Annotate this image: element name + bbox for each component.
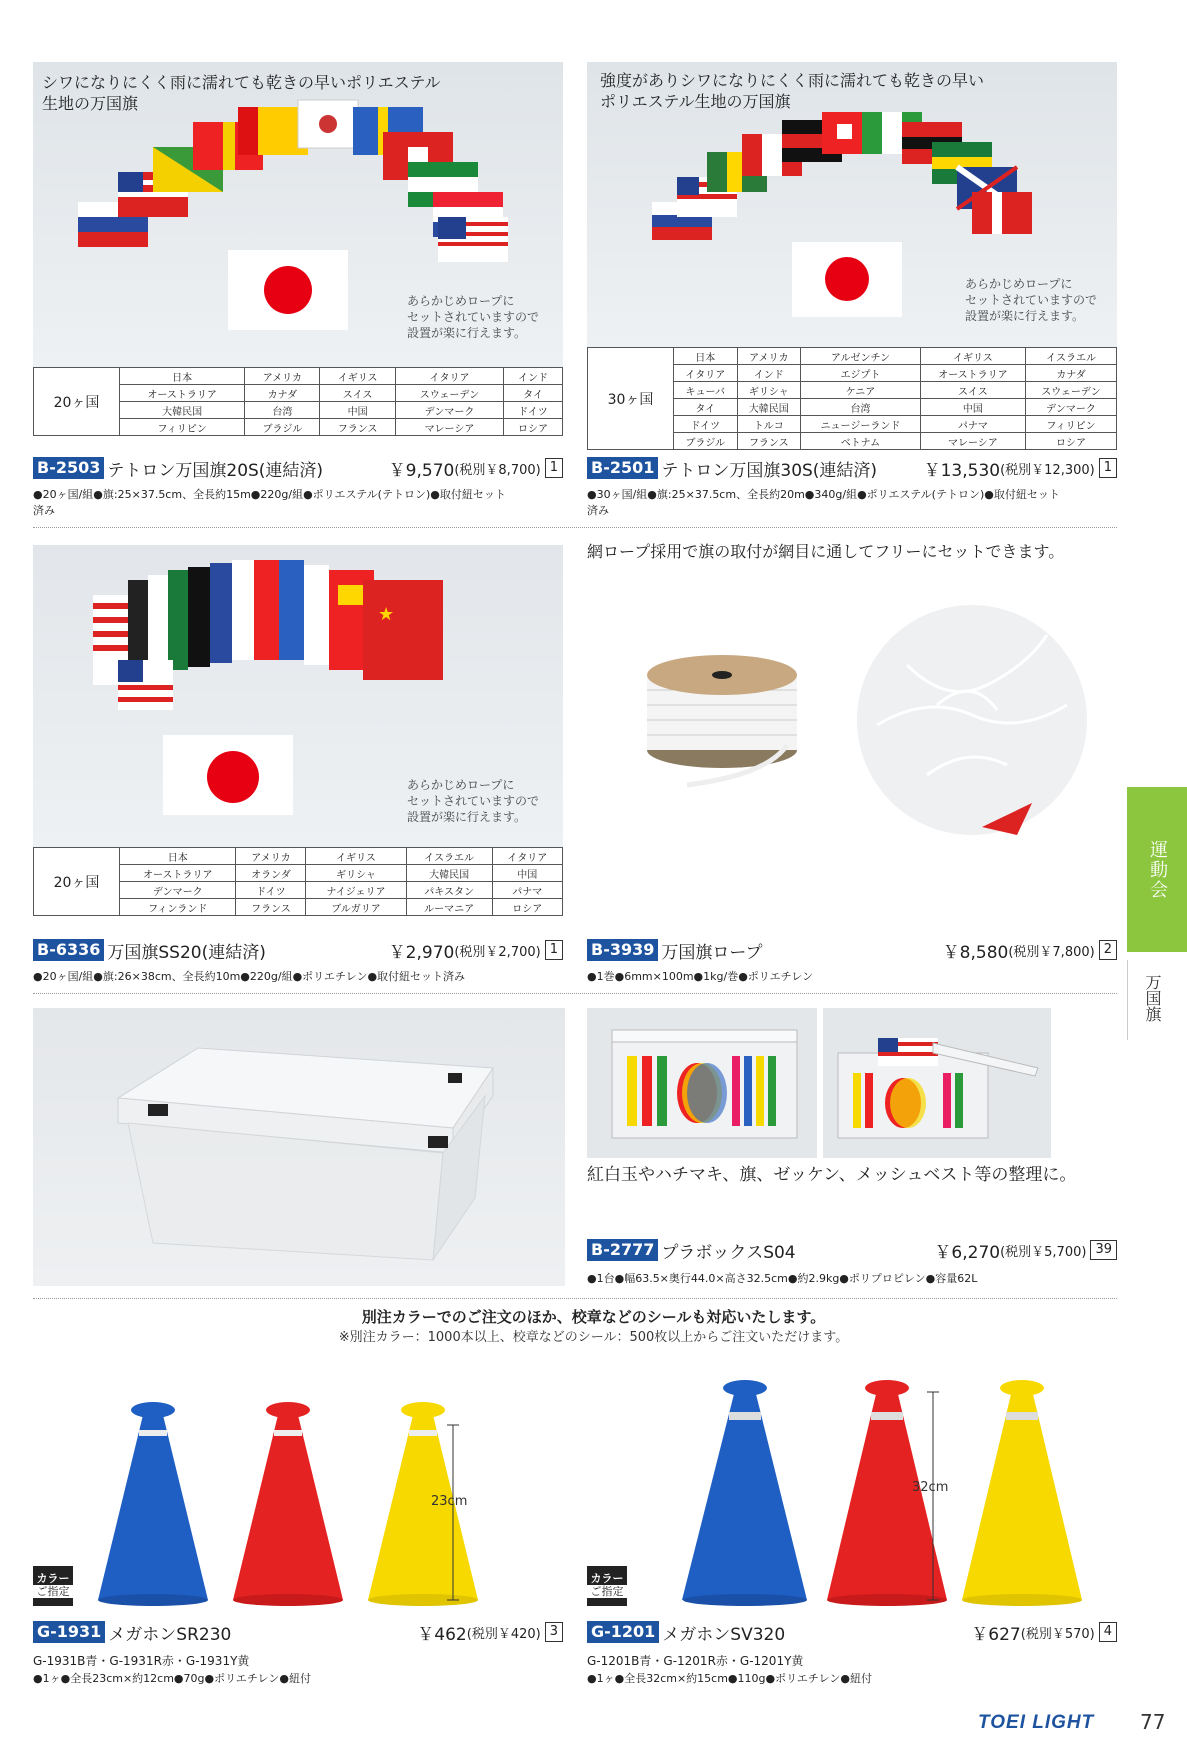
note-line: あらかじめロープに: [407, 778, 515, 792]
b3939-spec: [587, 969, 1117, 985]
country-cell: フランス: [320, 419, 395, 436]
country-cell: フィンランド: [120, 899, 236, 916]
price-tax: (税別￥7,800): [1008, 944, 1095, 960]
b6336-note: [407, 777, 539, 825]
country-cell: ブラジル: [674, 433, 738, 450]
note-line: あらかじめロープに: [965, 277, 1073, 291]
b2777-spec: [587, 1271, 1117, 1287]
country-cell: ブラジル: [245, 419, 320, 436]
price-block: [934, 1237, 1117, 1263]
caption-line: 生地の万国旗: [42, 94, 139, 113]
badge-bottom: ご指定: [33, 1585, 73, 1598]
country-cell: ケニア: [801, 382, 921, 399]
country-cell: ナイジェリア: [306, 882, 406, 899]
order-unit: 39: [1090, 1240, 1117, 1260]
country-cell: ルーマニア: [406, 899, 492, 916]
b2503-product-row: [33, 455, 563, 481]
country-cell: アメリカ: [245, 368, 320, 385]
country-cell: スイス: [320, 385, 395, 402]
b2777-photo-contents-2: [823, 1008, 1051, 1158]
product-name: メガホンSV320: [662, 1624, 786, 1645]
country-cell: フランス: [737, 433, 801, 450]
country-cell: イスラエル: [1026, 348, 1117, 365]
note-line: 設置が楽に行えます。: [965, 309, 1085, 323]
badge-bottom: ご指定: [587, 1585, 627, 1598]
country-cell: パナマ: [492, 882, 562, 899]
b2503-spec: [33, 487, 563, 519]
product-name: 万国旗SS20(連結済): [107, 942, 266, 963]
country-cell: 大韓民国: [120, 402, 245, 419]
g1201-color-badge: [587, 1566, 627, 1606]
country-cell: 大韓民国: [406, 865, 492, 882]
notice-main: 別注カラーでのご注文のほか、校章などのシールも対応いたします。: [361, 1308, 826, 1326]
order-unit: 1: [545, 940, 563, 960]
red-megaphone: [233, 1402, 343, 1606]
price: ￥6,270: [934, 1242, 1001, 1263]
spec-line: ●1巻●6mm×100m●1kg/巻●ポリエチレン: [587, 970, 814, 983]
rope-image: [587, 565, 1117, 867]
price-tax: (税別￥2,700): [454, 944, 541, 960]
price-block: [389, 455, 563, 481]
country-cell: オーストラリア: [120, 385, 245, 402]
country-cell: イギリス: [920, 348, 1025, 365]
product-code[interactable]: B-2777: [587, 1239, 658, 1261]
note-line: セットされていますので: [407, 794, 540, 808]
country-cell: ギリシャ: [306, 865, 406, 882]
spec-line: ●20ヶ国/組●旗:25×37.5cm、全長約15m●220g/組●ポリエステル(テトロン)●取付紐セット: [33, 488, 506, 501]
g1201-product-row: [587, 1619, 1117, 1645]
country-cell: スウェーデン: [1026, 382, 1117, 399]
order-unit: 2: [1099, 940, 1117, 960]
country-cell: ロシア: [492, 899, 562, 916]
country-cell: ロシア: [1026, 433, 1117, 450]
caption-line: シワになりにくく雨に濡れても乾きの早いポリエステル: [42, 73, 441, 92]
g1201-megaphones-image: [587, 1380, 1117, 1610]
country-cell: パナマ: [920, 416, 1025, 433]
country-cell: アメリカ: [236, 848, 306, 865]
g1201-dimension: 32cm: [912, 1480, 949, 1495]
blue-megaphone: [98, 1402, 208, 1606]
g1931-variants: G-1931B青・G-1931R赤・G-1931Y黄: [33, 1654, 250, 1668]
country-cell: デンマーク: [395, 402, 503, 419]
country-cell: ドイツ: [674, 416, 738, 433]
spec-line: ●1台●幅63.5×奥行44.0×高さ32.5cm●約2.9kg●ポリプロピレン●容量62L: [587, 1272, 978, 1285]
country-cell: エジプト: [801, 365, 921, 382]
price-tax: (税別￥8,700): [454, 462, 541, 478]
country-cell: スイス: [920, 382, 1025, 399]
country-cell: 中国: [320, 402, 395, 419]
country-cell: ドイツ: [504, 402, 563, 419]
country-cell: イギリス: [306, 848, 406, 865]
b6336-country-table: [33, 847, 563, 916]
caption-line: 強度がありシワになりにくく雨に濡れても乾きの早い: [600, 71, 985, 90]
b2503-country-table: [33, 367, 563, 436]
g1931-product-row: [33, 1619, 563, 1645]
b2777-caption: 紅白玉やハチマキ、旗、ゼッケン、メッシュベスト等の整理に。: [587, 1165, 1077, 1185]
country-cell: 台湾: [245, 402, 320, 419]
g1201-spec: ●1ヶ●全長32cm×約15cm●110g●ポリエチレン●紐付: [587, 1672, 872, 1685]
side-tab-inactive-label: 万国旗: [1143, 974, 1162, 1022]
country-cell: フランス: [236, 899, 306, 916]
spec-line: 済み: [587, 504, 609, 517]
price-tax: (税別￥420): [466, 1626, 541, 1642]
country-cell: 中国: [492, 865, 562, 882]
country-cell: マレーシア: [920, 433, 1025, 450]
notice-sub: ※別注カラー：1000本以上、校章などのシール：500枚以上からご注文いただけます。: [338, 1330, 849, 1345]
table-label: 30ヶ国: [588, 348, 674, 450]
note-line: 設置が楽に行えます。: [407, 326, 527, 340]
b3939-caption: 網ロープ採用で旗の取付が網目に通してフリーにセットできます。: [587, 542, 1065, 561]
product-name: テトロン万国旗30S(連結済): [661, 460, 878, 481]
price: ￥627: [971, 1624, 1021, 1645]
country-cell: 中国: [920, 399, 1025, 416]
table-label: 20ヶ国: [34, 848, 120, 916]
megaphone-notice: [0, 1306, 1187, 1348]
product-name: プラボックスS04: [661, 1242, 796, 1263]
price: ￥2,970: [388, 942, 455, 963]
note-line: セットされていますので: [407, 310, 540, 324]
divider: [33, 1298, 1117, 1299]
footer-brand: TOEI LIGHT: [978, 1712, 1095, 1733]
country-cell: オーストラリア: [120, 865, 236, 882]
product-code[interactable]: G-1201: [587, 1621, 659, 1643]
divider: [33, 993, 1117, 994]
country-cell: タイ: [504, 385, 563, 402]
price-tax: (税別￥570): [1020, 1626, 1095, 1642]
blue-megaphone: [682, 1380, 807, 1606]
b6336-product-row: [33, 937, 563, 963]
product-code[interactable]: B-3939: [587, 939, 658, 961]
g1201-variants: G-1201B青・G-1201R赤・G-1201Y黄: [587, 1654, 804, 1668]
country-cell: 大韓民国: [737, 399, 801, 416]
note-line: あらかじめロープに: [407, 294, 515, 308]
country-cell: イギリス: [320, 368, 395, 385]
note-line: 設置が楽に行えます。: [407, 810, 527, 824]
price: ￥8,580: [942, 942, 1009, 963]
country-cell: トルコ: [737, 416, 801, 433]
country-cell: フィリピン: [1026, 416, 1117, 433]
country-cell: ギリシャ: [737, 382, 801, 399]
divider: [33, 527, 1117, 528]
country-cell: オランダ: [236, 865, 306, 882]
b6336-spec: [33, 969, 563, 985]
country-cell: マレーシア: [395, 419, 503, 436]
order-unit: 1: [545, 458, 563, 478]
box-contents-image: [823, 1008, 1051, 1158]
country-cell: インド: [504, 368, 563, 385]
side-tab-inactive[interactable]: [1127, 960, 1177, 1040]
product-name: テトロン万国旗20S(連結済): [107, 460, 324, 481]
b2501-note: [965, 276, 1097, 324]
country-cell: キューバ: [674, 382, 738, 399]
product-name: メガホンSR230: [108, 1624, 232, 1645]
price-block: [943, 937, 1117, 963]
country-cell: 日本: [120, 848, 236, 865]
b2503-note: [407, 293, 539, 341]
country-cell: デンマーク: [120, 882, 236, 899]
country-cell: カナダ: [1026, 365, 1117, 382]
yellow-megaphone: [962, 1380, 1082, 1606]
b2501-spec: [587, 487, 1117, 519]
b2501-country-table: [587, 347, 1117, 450]
side-tab-active-label: 運動会: [1147, 839, 1168, 900]
note-line: セットされていますので: [965, 293, 1098, 307]
product-name: 万国旗ロープ: [661, 942, 763, 963]
g1931-dimension: 23cm: [431, 1494, 468, 1509]
country-cell: パキスタン: [406, 882, 492, 899]
country-cell: タイ: [674, 399, 738, 416]
price-block: [924, 455, 1117, 481]
country-cell: イタリア: [395, 368, 503, 385]
country-cell: ニュージーランド: [801, 416, 921, 433]
b2777-product-row: [587, 1237, 1117, 1263]
b3939-product-row: [587, 937, 1117, 963]
b2777-photo-contents-1: [587, 1008, 817, 1158]
price-tax: (税別￥12,300): [1000, 462, 1095, 478]
country-cell: インド: [737, 365, 801, 382]
spec-line: ●30ヶ国/組●旗:25×37.5cm、全長約20m●340g/組●ポリエステル(テトロン)●取付紐セット: [587, 488, 1060, 501]
product-code[interactable]: B-2503: [33, 457, 104, 479]
country-cell: 日本: [674, 348, 738, 365]
badge-top: カラー: [590, 1572, 624, 1585]
plastic-box-image: [33, 1008, 565, 1286]
price-block: [971, 1619, 1117, 1645]
order-unit: 4: [1099, 1622, 1117, 1642]
table-label: 20ヶ国: [34, 368, 120, 436]
b2503-caption: [42, 72, 441, 114]
product-code[interactable]: G-1931: [33, 1621, 105, 1643]
b2777-photo-main: [33, 1008, 565, 1286]
price: ￥462: [417, 1624, 467, 1645]
product-code[interactable]: B-2501: [587, 457, 658, 479]
page-number: 77: [1140, 1710, 1166, 1734]
country-cell: ドイツ: [236, 882, 306, 899]
price-tax: (税別￥5,700): [1000, 1244, 1087, 1260]
country-cell: ベトナム: [801, 433, 921, 450]
country-cell: フィリピン: [120, 419, 245, 436]
country-cell: スウェーデン: [395, 385, 503, 402]
spec-line: ●20ヶ国/組●旗:26×38cm、全長約10m●220g/組●ポリエチレン●取付紐セット済み: [33, 970, 466, 983]
order-unit: 1: [1099, 458, 1117, 478]
b2501-caption: [600, 70, 984, 112]
g1931-color-badge: [33, 1566, 73, 1606]
b3939-photo: [587, 565, 1117, 867]
badge-top: カラー: [36, 1572, 70, 1585]
g1931-spec: ●1ヶ●全長23cm×約12cm●70g●ポリエチレン●紐付: [33, 1672, 311, 1685]
price: ￥13,530: [923, 460, 1001, 481]
caption-line: ポリエステル生地の万国旗: [600, 92, 791, 111]
product-code[interactable]: B-6336: [33, 939, 104, 961]
svg-text:★: ★: [378, 604, 395, 625]
country-cell: ブルガリア: [306, 899, 406, 916]
side-tab-active[interactable]: [1127, 787, 1187, 952]
country-cell: 日本: [120, 368, 245, 385]
price-block: [389, 937, 563, 963]
country-cell: アルゼンチン: [801, 348, 921, 365]
country-cell: アメリカ: [737, 348, 801, 365]
b2501-product-row: [587, 455, 1117, 481]
box-contents-image: [587, 1008, 817, 1158]
country-cell: デンマーク: [1026, 399, 1117, 416]
g1931-megaphones-image: [33, 1380, 563, 1610]
order-unit: 3: [545, 1622, 563, 1642]
price-block: [417, 1619, 563, 1645]
country-cell: オーストラリア: [920, 365, 1025, 382]
country-cell: イタリア: [674, 365, 738, 382]
price: ￥9,570: [388, 460, 455, 481]
country-cell: 台湾: [801, 399, 921, 416]
country-cell: カナダ: [245, 385, 320, 402]
country-cell: イスラエル: [406, 848, 492, 865]
country-cell: イタリア: [492, 848, 562, 865]
spec-line: 済み: [33, 504, 55, 517]
country-cell: ロシア: [504, 419, 563, 436]
